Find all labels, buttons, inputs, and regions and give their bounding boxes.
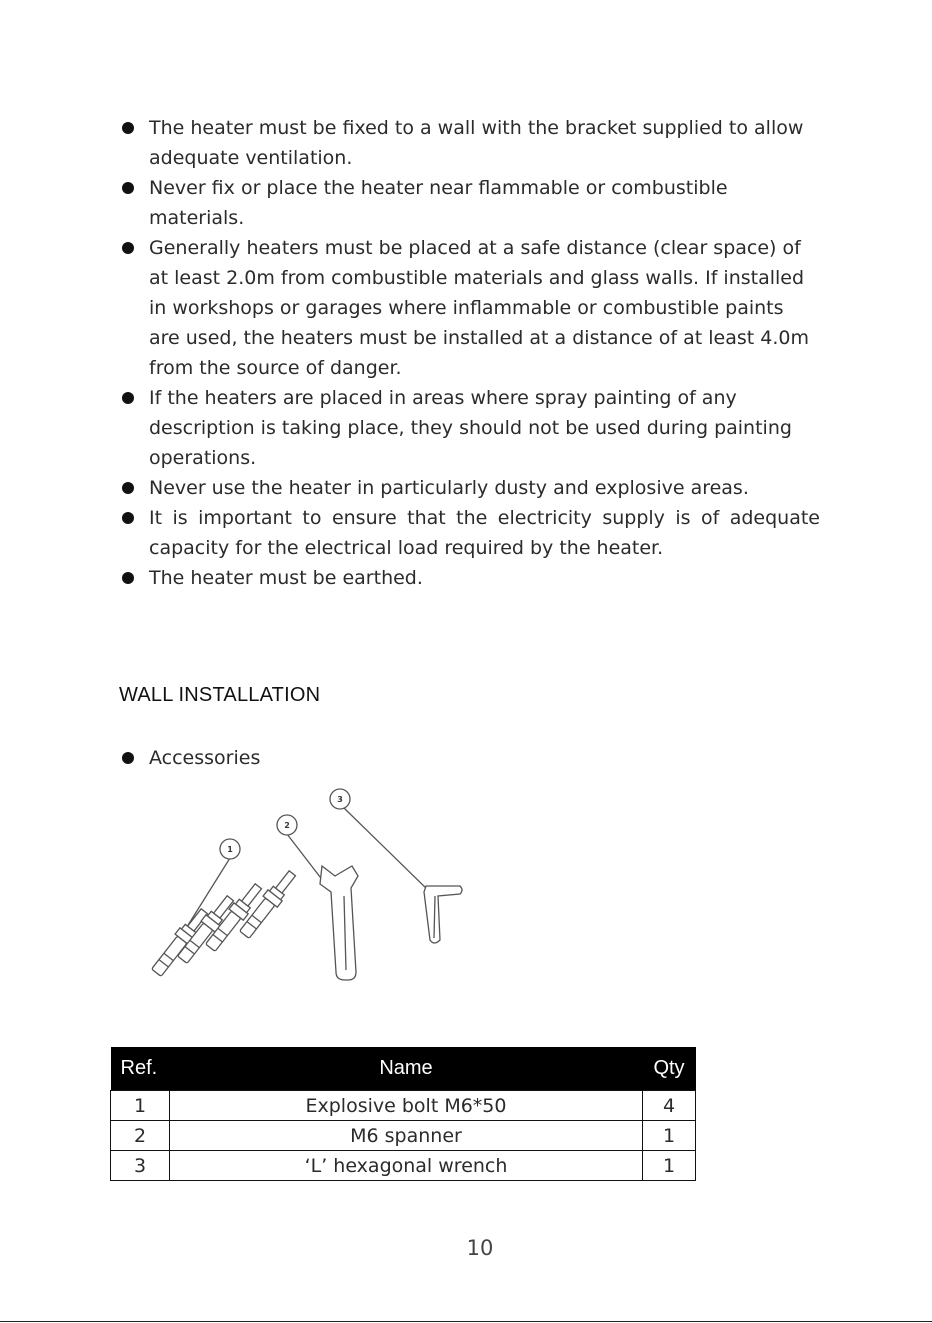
accessories-illustration <box>130 780 480 1030</box>
callout-number: 2 <box>284 821 290 830</box>
table-header-row <box>111 1047 696 1091</box>
name-cell: ‘L’ hexagonal wrench <box>170 1151 643 1181</box>
table-row <box>111 1121 696 1151</box>
page-bottom-divider <box>0 1321 932 1322</box>
bullet-item <box>120 563 820 593</box>
table-row <box>111 1151 696 1181</box>
page-number: 10 <box>466 1236 494 1260</box>
bullet-item <box>120 473 820 503</box>
qty-cell: 4 <box>643 1091 696 1121</box>
bullet-text: Generally heaters must be placed at a safe distance (clear space) of at least 2.0m from combustible materials and glass walls. If installed in workshops or garages where inflammable or combustible paints are used, the heaters must be installed at a distance of at least 4.0m from the source of danger. <box>149 237 809 379</box>
callout-number: 1 <box>227 845 233 854</box>
ref-cell: 1 <box>111 1091 170 1121</box>
accessories-label: Accessories <box>149 747 261 769</box>
parts-table <box>110 1047 696 1181</box>
bullet-dot-icon <box>122 122 134 134</box>
accessories-bullet <box>120 743 260 773</box>
callout-number: 3 <box>337 795 343 804</box>
callout-leader-line <box>344 808 430 892</box>
bullet-text: The heater must be earthed. <box>149 567 423 589</box>
bullet-item <box>120 113 820 173</box>
name-cell: Explosive bolt M6*50 <box>170 1091 643 1121</box>
bullet-dot-icon <box>122 572 134 584</box>
bullet-item <box>120 503 820 563</box>
bullet-item <box>120 383 820 473</box>
name-column-header: Name <box>170 1047 643 1091</box>
bullet-text: Never fix or place the heater near flammable or combustible materials. <box>149 177 728 229</box>
section-heading: WALL INSTALLATION <box>119 684 321 706</box>
spanner-icon <box>320 866 358 980</box>
table-row <box>111 1091 696 1121</box>
hex-wrench-icon <box>424 886 462 943</box>
bullet-dot-icon <box>122 392 134 404</box>
bullet-text: The heater must be fixed to a wall with the bracket supplied to allow adequate ventilation. <box>149 117 804 169</box>
safety-bullet-list <box>120 113 820 593</box>
bullet-dot-icon <box>122 752 134 764</box>
bullet-dot-icon <box>122 512 134 524</box>
bullet-text: It is important to ensure that the electricity supply is of adequate capacity for the electrical load required by the heater. <box>149 507 820 559</box>
qty-column-header: Qty <box>643 1047 696 1091</box>
qty-cell: 1 <box>643 1151 696 1181</box>
ref-cell: 2 <box>111 1121 170 1151</box>
bullet-dot-icon <box>122 182 134 194</box>
ref-cell: 3 <box>111 1151 170 1181</box>
bullet-dot-icon <box>122 482 134 494</box>
name-cell: M6 spanner <box>170 1121 643 1151</box>
bullet-item <box>120 233 820 383</box>
bullet-text: Never use the heater in particularly dusty and explosive areas. <box>149 477 749 499</box>
bullet-dot-icon <box>122 242 134 254</box>
bullet-item <box>120 173 820 233</box>
ref-column-header: Ref. <box>111 1047 170 1091</box>
bullet-text: If the heaters are placed in areas where spray painting of any description is taking place, they should not be used during painting operations. <box>149 387 792 469</box>
qty-cell: 1 <box>643 1121 696 1151</box>
